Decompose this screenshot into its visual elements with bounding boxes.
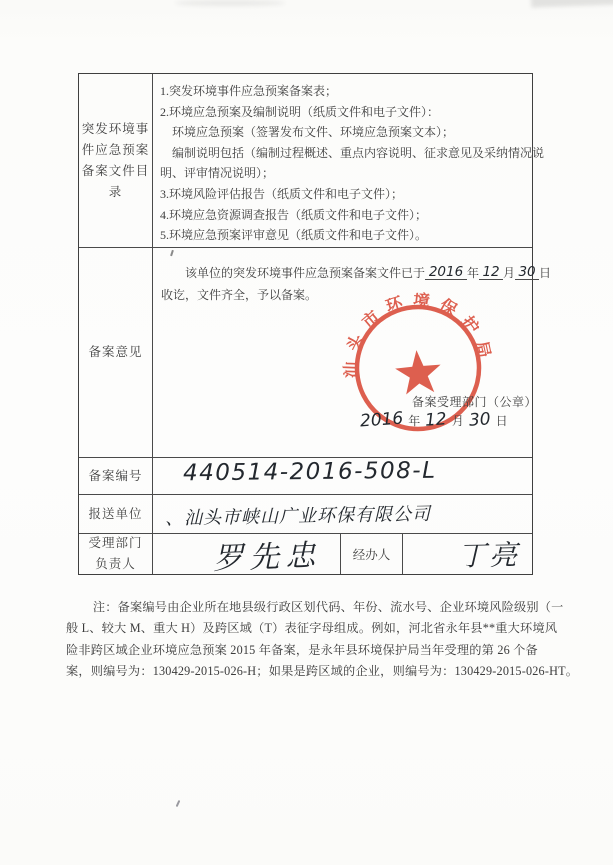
handwritten-filing-number: 440514-2016-508-L (182, 458, 437, 487)
submitter-label-cell (79, 495, 152, 533)
handwritten-day: 30 (515, 265, 539, 280)
opinion-content-cell (152, 248, 557, 457)
seal-text: 汕头市环境保护局 (340, 290, 496, 379)
year-unit: 年 (467, 266, 480, 281)
day-unit: 日 (539, 266, 552, 281)
month-unit: 月 (503, 266, 516, 281)
catalog-list (153, 74, 548, 246)
chief-signature-cell (152, 534, 340, 578)
filing-number-row (79, 457, 532, 494)
opinion-line1-text: 该单位的突发环境事件应急预案备案文件已于 (185, 266, 426, 281)
catalog-row (79, 74, 545, 247)
handler-label-cell (340, 534, 402, 574)
footnote-line: 般 L、较大 M、重大 H）及跨区域（T）表征字母组成。例如，河北省永年县**重大环境风 (66, 621, 558, 636)
catalog-item: 明、评审情况说明）； (160, 166, 275, 181)
catalog-label-cell (79, 74, 152, 247)
handwritten-handler-signature: 丁亮 (457, 538, 521, 573)
filing-number-label: 备案编号 (88, 468, 143, 483)
catalog-item: 环境应急预案（签署发布文件、环境应急预案文本）； (172, 125, 455, 140)
catalog-item: 2.环境应急预案及编制说明（纸质文件和电子文件）： (160, 104, 440, 119)
handwritten-stamp-year: 2016 (359, 408, 404, 432)
filing-number-value-cell (152, 458, 532, 494)
dept-stamp-caption: 备案受理部门（公章） (412, 395, 538, 410)
stray-pen-mark (176, 800, 181, 807)
catalog-label-line: 录 (108, 184, 123, 199)
catalog-item: 3.环境风险评估报告（纸质文件和电子文件）； (160, 186, 404, 201)
filing-number-label-cell (79, 458, 152, 494)
footnote-line: 险非跨区域企业环境应急预案 2015 年备案，是永年县环境保护局当年受理的第 26 个备 (66, 642, 538, 657)
catalog-item: 5.环境应急预案评审意见（纸质文件和电子文件）。 (160, 228, 428, 243)
opinion-label-cell (79, 248, 152, 457)
acceptance-label-line: 受理部门 (88, 536, 143, 551)
stamp-year-unit: 年 (408, 414, 421, 429)
handwritten-month: 12 (479, 265, 503, 280)
handler-label: 经办人 (352, 548, 391, 563)
handwritten-chief-signature: 罗先忠 (212, 538, 322, 578)
acceptance-label-cell (79, 534, 152, 574)
catalog-item: 编制说明包括（编制过程概述、重点内容说明、征求意见及采纳情况说 (172, 145, 545, 160)
handwritten-stamp-day: 30 (468, 409, 492, 432)
scan-smudge (531, 0, 613, 8)
submitter-value-cell (152, 495, 532, 533)
handler-signature-cell (402, 534, 532, 574)
acceptance-row (79, 533, 532, 578)
submitter-label: 报送单位 (88, 506, 143, 521)
catalog-item: 1.突发环境事件应急预案备案表； (160, 84, 338, 98)
handwritten-year: 2016 (425, 265, 467, 280)
stamp-date-line (358, 410, 508, 430)
opinion-line2: 收讫，文件齐全，予以备案。 (161, 288, 318, 303)
opinion-row (79, 247, 552, 457)
handwritten-stamp-month: 12 (424, 409, 448, 432)
stamp-month-unit: 月 (451, 414, 464, 429)
seal-star-icon (394, 348, 443, 395)
catalog-label-line: 突发环境事 (81, 121, 150, 136)
scan-smudge (175, 0, 285, 6)
submitter-row (79, 494, 532, 533)
catalog-label-line: 备案文件目 (81, 163, 150, 178)
opinion-label: 备案意见 (88, 345, 143, 360)
catalog-item: 4.环境应急资源调查报告（纸质文件和电子文件）； (160, 207, 428, 222)
filing-record-table (78, 73, 552, 578)
stamp-day-unit: 日 (495, 414, 508, 429)
catalog-content-cell (152, 74, 548, 247)
footnote-line: 注：备案编号由企业所在地县级行政区划代码、年份、流水号、企业环境风险级别（一 (92, 600, 564, 614)
footnote-line: 案，则编号为：130429-2015-026-H；如果是跨区域的企业，则编号为：130429-2015-026-HT。 (66, 664, 579, 679)
footnote (66, 597, 579, 683)
handwritten-company-name: 、汕头市峡山广业环保有限公司 (164, 504, 432, 530)
acceptance-label-line: 负责人 (95, 557, 136, 572)
opinion-line1 (161, 262, 551, 284)
catalog-label-line: 件应急预案 (81, 142, 150, 157)
